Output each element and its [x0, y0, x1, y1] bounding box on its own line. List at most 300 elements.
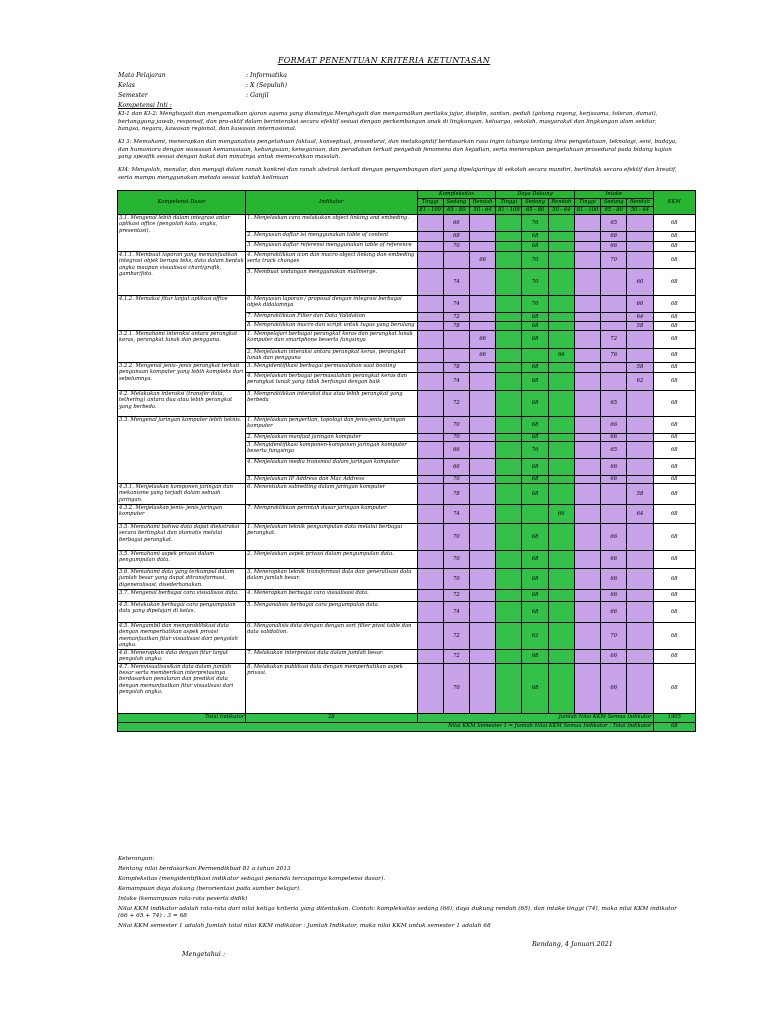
daya-dukung-cell: 68 [522, 569, 548, 590]
daya-dukung-cell: 68 [522, 242, 548, 252]
daya-dukung-cell: 68 [522, 331, 548, 349]
intake-cell [627, 551, 653, 569]
kompleksitas-cell [470, 215, 496, 232]
kompleksitas-cell [417, 434, 443, 442]
daya-dukung-cell [496, 434, 522, 442]
header-daya-dukung: Daya Dukung [496, 191, 575, 199]
kompleksitas-cell [417, 590, 443, 602]
daya-dukung-cell [522, 349, 548, 363]
kompleksitas-cell: 66 [443, 459, 469, 476]
kompleksitas-cell: 70 [443, 524, 469, 551]
daya-dukung-cell: 70 [522, 252, 548, 269]
intake-cell [574, 569, 600, 590]
kkm-cell: 68 [653, 551, 695, 569]
intake-cell: 66 [601, 524, 627, 551]
intake-cell [627, 391, 653, 417]
intake-cell: 66 [601, 434, 627, 442]
table-row [118, 649, 696, 663]
intake-cell: 66 [601, 551, 627, 569]
kompleksitas-cell [470, 434, 496, 442]
note-line: Kemampuan daya dukung (berorientasi pada sumber belajar). [118, 886, 301, 892]
document-title: FORMAT PENENTUAN KRITERIA KETUNTASAN [277, 56, 491, 65]
indikator-cell: 3. Mengidentifikasi berbagai permasalahan saat booting [246, 363, 417, 373]
nilai-kkm-value: 68 [653, 722, 695, 731]
daya-dukung-cell: 68 [522, 232, 548, 242]
kompleksitas-cell [470, 373, 496, 391]
daya-dukung-cell [548, 232, 574, 242]
header-range: 50 - 64 [548, 207, 574, 215]
kompleksitas-cell [417, 476, 443, 484]
intake-cell: 65 [601, 215, 627, 232]
meta-row-semester [118, 92, 269, 99]
note-line: Kompleksitas (mengidentifikasi indikator sebagai penanda tercapainya kompetensi dasar). [118, 876, 386, 882]
intake-cell [601, 373, 627, 391]
intake-cell [574, 242, 600, 252]
kompleksitas-cell [470, 590, 496, 602]
header-range: 65 - 80 [601, 207, 627, 215]
table-row [118, 484, 696, 505]
daya-dukung-cell [548, 391, 574, 417]
daya-dukung-cell: 68 [522, 322, 548, 331]
kompleksitas-cell: 70 [443, 417, 469, 434]
kompleksitas-cell [470, 663, 496, 713]
kompleksitas-cell [470, 296, 496, 313]
daya-dukung-cell [496, 252, 522, 269]
kompleksitas-cell: 78 [443, 484, 469, 505]
ki-paragraph-3: KI 3: Memahami, menerapkan dan menganalisis pengetahuan faktual, konseptual, prosedural, dan metakognitif berdasarkan rasa ingin tahunya tentang ilmu pengetahuan, teknologi, seni, budaya, dan humaniora dengan wawasan kemanusiaan, kebangsaan, kenegaraan, dan peradaban terkait penyebab fenomena dan kejadian, serta menerapkan pengetahuan prosedural pada bidang kajian yang spesifik sesuai dengan bakat dan minatnya untuk memecahkan masalah. [118, 139, 677, 161]
kkm-cell: 68 [653, 373, 695, 391]
intake-cell: 70 [601, 252, 627, 269]
table-row [118, 331, 696, 349]
intake-cell: 58 [627, 363, 653, 373]
meta-value: : X (Sepuluh) [246, 82, 288, 89]
table-row [118, 363, 696, 373]
header-range: 50 - 64 [627, 207, 653, 215]
signature-date: Rendang, 4 Januari 2021 [532, 940, 613, 948]
indikator-cell: 7. Melakukan interpretasi data dalam jumlah besar. [246, 649, 417, 663]
daya-dukung-cell [496, 649, 522, 663]
kompleksitas-cell: 66 [470, 252, 496, 269]
kkm-cell: 68 [653, 524, 695, 551]
kkm-cell: 68 [653, 434, 695, 442]
kompleksitas-cell: 66 [443, 215, 469, 232]
daya-dukung-cell [548, 623, 574, 650]
kd-cell: 4.1.1. Membuat laporan yang memanfaatkan integrasi objek berupa teks, data dalam bentuk angka maupun visualisasi chart/grafik, gambar/foto. [118, 252, 246, 296]
kompleksitas-cell: 72 [443, 313, 469, 322]
header-range: 81 - 100 [417, 207, 443, 215]
kompleksitas-cell [417, 623, 443, 650]
indikator-cell: 3. Menyusun daftar referensi menggunakan table of reference [246, 242, 417, 252]
kompleksitas-cell [470, 649, 496, 663]
kkm-cell: 68 [653, 459, 695, 476]
daya-dukung-cell [496, 322, 522, 331]
table-row [118, 417, 696, 434]
table-row [118, 551, 696, 569]
daya-dukung-cell [496, 459, 522, 476]
daya-dukung-cell: 68 [522, 590, 548, 602]
kkm-cell: 68 [653, 590, 695, 602]
table-row [118, 590, 696, 602]
ki-paragraph-1: KI-1 dan KI-2: Menghayati dan mengamalkan ajaran agama yang dianutnya.Menghayati dan mengamalkan perilaku jujur, disiplin, santun, peduli (gotong royong, kerjasama, toleran, damai), bertanggung jawab, responsif, dan pro-aktif dalam berinteraksi secara efektif sesuai dengan perkembangan anak di lingkungan, keluarga, sekolah, masyarakat dan lingkungan alam sekitar, bangsa, negara, kawasan regional, dan kawasan internasional. [118, 111, 658, 133]
daya-dukung-cell [522, 505, 548, 524]
kompleksitas-cell: 72 [443, 391, 469, 417]
kkm-cell: 68 [653, 232, 695, 242]
indikator-cell: 2. Menjelaskan aspek privasi dalam pengumpulan data. [246, 551, 417, 569]
kompleksitas-cell: 78 [443, 322, 469, 331]
intake-cell: 60 [627, 296, 653, 313]
indikator-cell: 5. Menganalisis berbagai cara pengumpulan data. [246, 602, 417, 623]
intake-cell [627, 590, 653, 602]
kompleksitas-cell [417, 373, 443, 391]
intake-cell: 66 [601, 476, 627, 484]
kompleksitas-cell [470, 242, 496, 252]
kompleksitas-cell: 70 [443, 569, 469, 590]
intake-cell: 66 [601, 649, 627, 663]
daya-dukung-cell: 66 [548, 505, 574, 524]
daya-dukung-cell [548, 442, 574, 459]
nilai-kkm-label: Nilai KKM Semester 1 = Jumlah Nilai KKM Semua Indikator : Total Indikator [118, 722, 654, 731]
header-tinggi: Tinggi [417, 199, 443, 207]
table-row [118, 663, 696, 713]
kompleksitas-cell [443, 252, 469, 269]
kompleksitas-cell [417, 649, 443, 663]
kompleksitas-cell [470, 269, 496, 296]
intake-cell [574, 623, 600, 650]
intake-cell: 66 [601, 459, 627, 476]
daya-dukung-cell [496, 296, 522, 313]
daya-dukung-cell [496, 590, 522, 602]
indikator-cell: 6. Menyusun laporan / proposal dengan integrasi berbagai objek didalamnya [246, 296, 417, 313]
intake-cell [574, 590, 600, 602]
intake-cell [627, 476, 653, 484]
table-row [118, 252, 696, 269]
footer-total-row [118, 713, 696, 722]
kkm-cell: 68 [653, 363, 695, 373]
footer-nilai-row [118, 722, 696, 731]
daya-dukung-cell: 68 [522, 391, 548, 417]
indikator-cell: 2. Menjelaskan interaksi antara perangkat keras, perangkat lunak dan pengguna [246, 349, 417, 363]
header-range: 81 - 100 [496, 207, 522, 215]
daya-dukung-cell: 68 [522, 363, 548, 373]
kompleksitas-cell: 74 [443, 373, 469, 391]
kkm-table [117, 190, 696, 732]
daya-dukung-cell [548, 373, 574, 391]
kompleksitas-cell [417, 313, 443, 322]
kompleksitas-cell [417, 331, 443, 349]
kd-cell: 4.5. Melakukan berbagai cara pengumpulan data yang dipelajari di kelas. [118, 602, 246, 623]
daya-dukung-cell [548, 215, 574, 232]
daya-dukung-cell [496, 417, 522, 434]
indikator-cell: 7. Mempraktikkan perintah dasar jaringan komputer [246, 505, 417, 524]
intake-cell [574, 649, 600, 663]
daya-dukung-cell [496, 363, 522, 373]
kompleksitas-cell [417, 459, 443, 476]
kompleksitas-cell [417, 417, 443, 434]
daya-dukung-cell: 68 [522, 459, 548, 476]
kompleksitas-cell [417, 391, 443, 417]
kompleksitas-cell [470, 569, 496, 590]
kompleksitas-cell: 74 [443, 296, 469, 313]
kompleksitas-cell: 66 [470, 331, 496, 349]
kd-cell: 4.1.2. Memakai fitur lanjut aplikasi office [118, 296, 246, 331]
intake-cell [574, 373, 600, 391]
daya-dukung-cell [496, 524, 522, 551]
kompleksitas-cell [470, 602, 496, 623]
intake-cell: 66 [601, 242, 627, 252]
kd-cell: 4.3.2. Menjelaskan jenis- jenis jaringan komputer [118, 505, 246, 524]
daya-dukung-cell [496, 569, 522, 590]
intake-cell: 65 [601, 442, 627, 459]
daya-dukung-cell: 62 [522, 623, 548, 650]
kompleksitas-cell [470, 232, 496, 242]
daya-dukung-cell [548, 322, 574, 331]
intake-cell [627, 442, 653, 459]
notes-title: Keterangan: [118, 856, 155, 862]
daya-dukung-cell [496, 602, 522, 623]
daya-dukung-cell [548, 269, 574, 296]
kompleksitas-cell [417, 602, 443, 623]
kd-cell: 3.5. Memahami aspek privasi dalam pengumpulan data. [118, 551, 246, 569]
kompleksitas-cell: 72 [443, 649, 469, 663]
kompleksitas-cell [417, 232, 443, 242]
kompleksitas-cell: 70 [443, 663, 469, 713]
kompleksitas-cell: 68 [443, 232, 469, 242]
intake-cell [574, 476, 600, 484]
kompleksitas-cell [417, 505, 443, 524]
ki-heading: Kompetensi Inti : [118, 102, 172, 109]
indikator-cell: 1. Menjelaskan pengertian, topologi dan jenis-jenis jaringan komputer [246, 417, 417, 434]
intake-cell: 58 [627, 484, 653, 505]
table-row [118, 505, 696, 524]
kd-cell: 4.3.1. Menjelaskan komponen jaringan dan mekanisme yang terjadi dalam sebuah jaringan. [118, 484, 246, 505]
kkm-cell: 68 [653, 349, 695, 363]
table-row [118, 391, 696, 417]
daya-dukung-cell: 76 [522, 442, 548, 459]
kd-cell: 3.3. Mengenal jaringan komputer lebih teknis. [118, 417, 246, 484]
daya-dukung-cell: 68 [522, 373, 548, 391]
kompleksitas-cell [470, 484, 496, 505]
jumlah-nilai-label: Jumlah Nilai KKM Semua Indikator [417, 713, 653, 722]
kkm-cell: 68 [653, 391, 695, 417]
header-range: 65 - 80 [443, 207, 469, 215]
indikator-cell: 2. Menyusun daftar isi menggunakan table of content [246, 232, 417, 242]
intake-cell: 76 [601, 349, 627, 363]
daya-dukung-cell: 68 [522, 524, 548, 551]
kompleksitas-cell [417, 242, 443, 252]
intake-cell [574, 505, 600, 524]
intake-cell [574, 252, 600, 269]
kkm-cell: 68 [653, 569, 695, 590]
daya-dukung-cell [548, 524, 574, 551]
indikator-cell: 3. Menerapkan teknik transformasi data dan generalisasi data dalam jumlah besar. [246, 569, 417, 590]
kompleksitas-cell [443, 349, 469, 363]
table-row [118, 602, 696, 623]
indikator-cell: 5. Mempraktikkan interaksi dua atau lebih perangkat yang berbeda [246, 391, 417, 417]
daya-dukung-cell [548, 569, 574, 590]
daya-dukung-cell: 68 [522, 417, 548, 434]
daya-dukung-cell [548, 484, 574, 505]
note-line: Intake (kemampuan rata-rata peserta didik) [118, 896, 248, 902]
kompleksitas-cell: 66 [443, 442, 469, 459]
intake-cell: 70 [601, 623, 627, 650]
kompleksitas-cell [470, 391, 496, 417]
kd-cell: 4.2. Melakukan interaksi (transfer data, tethering) antara dua atau lebih perangkat yang berbeda. [118, 391, 246, 417]
kd-cell: 3.1. Mengenal lebih dalam integrasi antar aplikasi office (pengolah kata, angka, presentasi). [118, 215, 246, 252]
header-range: 81 - 100 [574, 207, 600, 215]
kkm-cell: 68 [653, 417, 695, 434]
meta-key: Semester [118, 92, 148, 99]
header-kompleksitas: Kompleksitas [417, 191, 496, 199]
kompleksitas-cell [417, 363, 443, 373]
daya-dukung-cell [496, 623, 522, 650]
daya-dukung-cell [548, 649, 574, 663]
kkm-cell: 68 [653, 242, 695, 252]
kd-cell: 4.6. Menerapkan data dengan fitur lanjut pengolah angka. [118, 649, 246, 663]
kompleksitas-cell: 74 [443, 505, 469, 524]
kd-cell: 3.5. Memahami bahwa data dapat diekstraksi secara bertingkat dan otomatis melalui berbagai perangkat. [118, 524, 246, 551]
daya-dukung-cell [496, 476, 522, 484]
daya-dukung-cell [496, 232, 522, 242]
intake-cell: 68 [601, 232, 627, 242]
intake-cell [574, 296, 600, 313]
intake-cell [574, 663, 600, 713]
intake-cell: 66 [601, 417, 627, 434]
intake-cell [574, 524, 600, 551]
daya-dukung-cell [496, 349, 522, 363]
kd-cell: 4.5. Mengambil dan memproblihkasi data dengan memperhatikan aspek privasi memanfaatkan fitur visualisasi dari pengolah angka. [118, 623, 246, 650]
header-rendah: Rendah [470, 199, 496, 207]
kompleksitas-cell [417, 322, 443, 331]
ki-paragraph-4: KI4: Mengolah, menalar, dan menyaji dalam ranah konkret dan ranah abstrak terkait dengan pengembangan dari yang dipelajarinya di sekolah secara mandiri, bertindak secara efektif dan kreatif, serta mampu menggunakan metoda sesuai kaidah keilmuan [118, 167, 677, 181]
table-row [118, 623, 696, 650]
kkm-cell: 68 [653, 331, 695, 349]
kompleksitas-cell [417, 215, 443, 232]
daya-dukung-cell: 68 [522, 476, 548, 484]
intake-cell [627, 349, 653, 363]
intake-cell [601, 484, 627, 505]
kompleksitas-cell: 74 [443, 269, 469, 296]
indikator-cell: 4. Menjelaskan media transmisi dalam jaringan komputer [246, 459, 417, 476]
approval-label: Mengetahui : [182, 950, 226, 958]
kkm-cell: 68 [653, 623, 695, 650]
meta-value: : Ganjil [246, 92, 269, 99]
intake-cell [627, 417, 653, 434]
header-sedang: Sedang [601, 199, 627, 207]
daya-dukung-cell [496, 331, 522, 349]
kkm-cell: 68 [653, 296, 695, 313]
kkm-cell: 68 [653, 313, 695, 322]
note-line: Rentang nilai berdasarkan Permendikbud 81 a tahun 2013 [118, 866, 291, 872]
daya-dukung-cell [548, 331, 574, 349]
intake-cell [627, 649, 653, 663]
daya-dukung-cell: 68 [522, 663, 548, 713]
kompleksitas-cell [470, 505, 496, 524]
kompleksitas-cell: 70 [443, 242, 469, 252]
indikator-cell: 4. Mempraktikkan icon dan macro object linking dan embeding serta track changes [246, 252, 417, 269]
daya-dukung-cell [548, 417, 574, 434]
table-row [118, 569, 696, 590]
intake-cell: 72 [601, 331, 627, 349]
kompleksitas-cell [417, 663, 443, 713]
intake-cell [574, 551, 600, 569]
intake-cell [574, 459, 600, 476]
kompleksitas-cell [417, 551, 443, 569]
intake-cell [574, 363, 600, 373]
intake-cell [601, 322, 627, 331]
kkm-cell: 68 [653, 269, 695, 296]
daya-dukung-cell: 68 [522, 313, 548, 322]
kkm-cell: 68 [653, 476, 695, 484]
kkm-cell: 68 [653, 663, 695, 713]
header-tinggi: Tinggi [496, 199, 522, 207]
kkm-cell: 68 [653, 215, 695, 232]
header-indikator: Indikator [246, 191, 417, 215]
meta-row-class [118, 82, 287, 89]
total-indikator-label: Total Indikator [118, 713, 246, 722]
header-rendah: Rendah [548, 199, 574, 207]
intake-cell: 64 [627, 313, 653, 322]
indikator-cell: 7. Mempraktikkan Filter dan Data Validation [246, 313, 417, 322]
intake-cell [627, 331, 653, 349]
indikator-cell: 8. Mempraktikkan macro dan script untuk tugas yang berulang [246, 322, 417, 331]
kompleksitas-cell [470, 623, 496, 650]
daya-dukung-cell: 70 [522, 296, 548, 313]
kompleksitas-cell: 72 [443, 623, 469, 650]
daya-dukung-cell [496, 484, 522, 505]
intake-cell: 66 [601, 602, 627, 623]
intake-cell [574, 484, 600, 505]
daya-dukung-cell [496, 391, 522, 417]
kkm-cell: 68 [653, 322, 695, 331]
indikator-cell: 1. Menjelaskan cara melakukan object linking and embeding. [246, 215, 417, 232]
daya-dukung-cell [548, 296, 574, 313]
intake-cell [627, 434, 653, 442]
kkm-cell: 68 [653, 442, 695, 459]
table-row [118, 524, 696, 551]
kompleksitas-cell: 70 [443, 434, 469, 442]
indikator-cell: 1. Mempelajari berbagai perangkat keras dan perangkat lunak komputer dan smartphone beserta fungsinya [246, 331, 417, 349]
daya-dukung-cell: 66 [548, 349, 574, 363]
kompleksitas-cell: 78 [443, 363, 469, 373]
intake-cell: 60 [627, 269, 653, 296]
kompleksitas-cell [470, 322, 496, 331]
total-indikator-value: 28 [246, 713, 417, 722]
kkm-cell: 68 [653, 505, 695, 524]
daya-dukung-cell: 68 [522, 434, 548, 442]
kompleksitas-cell [470, 476, 496, 484]
daya-dukung-cell [496, 269, 522, 296]
meta-key: Kelas [118, 82, 135, 89]
header-sedang: Sedang [522, 199, 548, 207]
intake-cell: 58 [627, 322, 653, 331]
daya-dukung-cell [548, 242, 574, 252]
intake-cell [627, 242, 653, 252]
kd-cell: 3.2.2. Mengenal jenis- jenis perangkat terkait pengunaan komputer yang lebih kompleks dari sebelumnya. [118, 363, 246, 391]
jumlah-nilai-value: 1905 [653, 713, 695, 722]
kompleksitas-cell [470, 417, 496, 434]
daya-dukung-cell [496, 215, 522, 232]
header-kd: Kompetensi Dasar [118, 191, 246, 215]
header-sedang: Sedang [443, 199, 469, 207]
intake-cell [627, 252, 653, 269]
kkm-cell: 68 [653, 252, 695, 269]
kompleksitas-cell [417, 296, 443, 313]
daya-dukung-cell: 70 [522, 269, 548, 296]
meta-key: Mata Pelajaran [118, 72, 166, 79]
daya-dukung-cell [496, 551, 522, 569]
intake-cell [601, 296, 627, 313]
daya-dukung-cell: 68 [522, 484, 548, 505]
